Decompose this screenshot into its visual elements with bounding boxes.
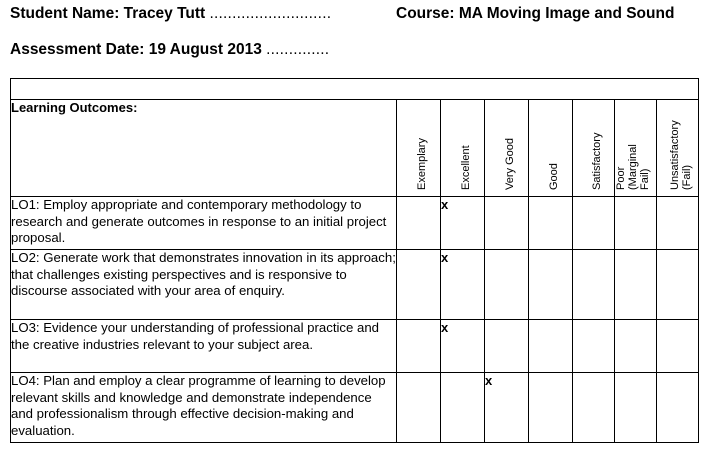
table-row	[11, 373, 699, 443]
rating-label: Satisfactory	[590, 132, 603, 190]
assessment-table	[10, 78, 699, 443]
assessment-date-label: Assessment Date: 19 August 2013	[10, 41, 262, 58]
spacer-cell	[11, 79, 699, 100]
mark-cell	[657, 320, 699, 373]
assessment-date	[10, 41, 329, 59]
rating-label: Poor (Marginal Fail)	[614, 144, 651, 190]
mark-cell	[657, 197, 699, 250]
rating-header-excellent	[441, 100, 485, 197]
rating-header-good	[529, 100, 573, 197]
mark-cell	[657, 373, 699, 443]
rating-header-exemplary	[397, 100, 441, 197]
mark-cell	[573, 373, 615, 443]
mark-cell	[485, 250, 529, 320]
mark-cell: x	[441, 197, 485, 250]
table-row	[11, 320, 699, 373]
mark-cell	[615, 197, 657, 250]
rating-label: Good	[547, 163, 560, 190]
rating-label: Exemplary	[415, 138, 428, 190]
rating-header-very-good	[485, 100, 529, 197]
mark-cell	[573, 250, 615, 320]
outcome-text: LO3: Evidence your understanding of professional practice and the creative industries relevant to your subject area.	[11, 320, 397, 373]
student-name	[10, 5, 331, 23]
student-name-label: Student Name: Tracey Tutt	[10, 5, 206, 22]
mark-cell	[441, 373, 485, 443]
mark-cell	[657, 250, 699, 320]
mark-cell	[615, 250, 657, 320]
mark-cell	[529, 197, 573, 250]
mark-cell	[573, 197, 615, 250]
mark-cell	[485, 197, 529, 250]
mark-cell	[529, 320, 573, 373]
mark-cell: x	[441, 320, 485, 373]
table-row	[11, 250, 699, 320]
mark-cell	[397, 197, 441, 250]
table-row	[11, 197, 699, 250]
rating-label: Very Good	[503, 138, 516, 190]
learning-outcomes-heading: Learning Outcomes:	[11, 100, 397, 197]
mark-cell	[485, 320, 529, 373]
table-spacer-row	[11, 79, 699, 100]
mark-cell	[397, 373, 441, 443]
mark-cell	[397, 250, 441, 320]
outcome-text: LO4: Plan and employ a clear programme of learning to develop relevant skills and knowledge and demonstrate independence and professionalism through effective decision-making and evaluation.	[11, 373, 397, 443]
assessment-date-dots: ..............	[266, 41, 330, 58]
table-header-row	[11, 100, 699, 197]
outcome-text: LO1: Employ appropriate and contemporary methodology to research and generate outcomes in response to an initial project proposal.	[11, 197, 397, 250]
rating-header-poor	[615, 100, 657, 197]
rating-label: Unsatisfactory (Fail)	[668, 120, 693, 190]
mark-cell: x	[485, 373, 529, 443]
mark-cell	[397, 320, 441, 373]
rating-header-unsatisfactory	[657, 100, 699, 197]
mark-cell	[615, 320, 657, 373]
course-title	[396, 5, 674, 23]
course-label: Course: MA Moving Image and Sound	[396, 5, 675, 22]
mark-cell	[615, 373, 657, 443]
mark-cell	[529, 250, 573, 320]
rating-label: Excellent	[459, 145, 472, 190]
mark-cell: x	[441, 250, 485, 320]
mark-cell	[529, 373, 573, 443]
rating-header-satisfactory	[573, 100, 615, 197]
mark-cell	[573, 320, 615, 373]
student-name-dots: ...........................	[209, 5, 332, 22]
outcome-text: LO2: Generate work that demonstrates innovation in its approach; that challenges existing perspectives and is responsive to discourse associated with your area of enquiry.	[11, 250, 397, 320]
